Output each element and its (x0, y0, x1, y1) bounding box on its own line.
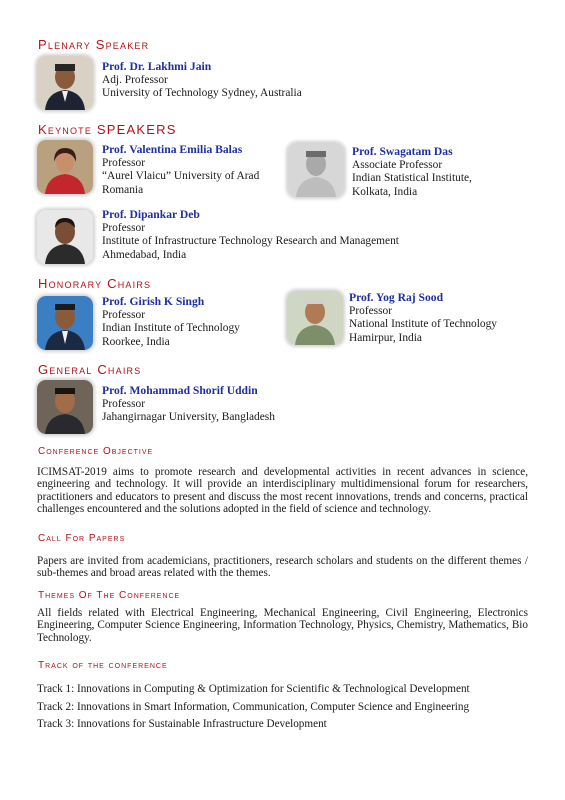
themes-paragraph: All fields related with Electrical Engineering, Mechanical Engineering, Civil Engineering, Electronics Engineering, Computer Science Engineering, Information Technology, Physics, Chemistry, Mathematics, Bio Technology. (37, 607, 528, 644)
speaker-location: Ahmedabad, India (102, 248, 187, 261)
speaker-name: Prof. Yog Raj Sood (349, 291, 444, 304)
speaker-title: Professor (102, 156, 146, 169)
speaker-info (352, 145, 472, 199)
speaker-title: Adj. Professor (102, 73, 168, 86)
speaker-location: Romania (102, 183, 144, 196)
speaker-affiliation: “Aurel Vlaicu” University of Arad (102, 170, 260, 183)
speaker-info (102, 208, 399, 262)
section-tracks: Track of the conference (38, 660, 168, 671)
section-themes: Themes Of The Conference (38, 590, 181, 601)
speaker-name: Prof. Mohammad Shorif Uddin (102, 384, 258, 397)
section-keynote-speakers: Keynote SPEAKERS (38, 122, 177, 137)
speaker-title: Professor (102, 397, 146, 410)
speaker-info (102, 143, 259, 197)
speaker-affiliation: Institute of Infrastructure Technology Research and Management (102, 235, 399, 248)
section-call-for-papers: Call For Papers (38, 533, 126, 544)
section-general-chairs: General Chairs (38, 362, 142, 377)
speaker-name: Prof. Valentina Emilia Balas (102, 143, 243, 156)
objective-paragraph: ICIMSAT-2019 aims to promote research and developmental activities in recent advances in science, engineering and technology. It will provide an interdisciplinary multidimensional forum for researchers, practitioners and educators to present and discuss the most recent innovations, trends and concerns, practical challenges encountered and the solutions adopted in the field of science and technology. (37, 466, 528, 516)
speaker-photo (37, 296, 93, 350)
speaker-info (102, 295, 240, 349)
speaker-affiliation: Jahangirnagar University, Bangladesh (102, 411, 275, 424)
speaker-title: Professor (102, 221, 146, 234)
speaker-info (102, 60, 302, 101)
speaker-photo (37, 380, 93, 434)
speaker-info (102, 384, 275, 425)
speaker-name: Prof. Swagatam Das (352, 145, 453, 158)
speaker-name: Prof. Dr. Lakhmi Jain (102, 60, 212, 73)
speaker-affiliation: National Institute of Technology (349, 318, 497, 331)
section-plenary-speaker: Plenary Speaker (38, 37, 150, 52)
track-item: Track 2: Innovations in Smart Information, Communication, Computer Science and Engineering (37, 701, 470, 713)
speaker-affiliation: University of Technology Sydney, Australia (102, 87, 302, 100)
speaker-name: Prof. Dipankar Deb (102, 208, 200, 221)
speaker-photo (37, 140, 93, 194)
speaker-name: Prof. Girish K Singh (102, 295, 205, 308)
track-item: Track 1: Innovations in Computing & Optimization for Scientific & Technological Development (37, 683, 470, 695)
speaker-location: Hamirpur, India (349, 331, 422, 344)
speaker-info (349, 291, 497, 345)
speaker-title: Professor (102, 308, 146, 321)
track-item: Track 3: Innovations for Sustainable Infrastructure Development (37, 718, 327, 730)
speaker-title: Professor (349, 304, 393, 317)
speaker-photo (288, 143, 344, 197)
section-conference-objective: Conference Objective (38, 446, 154, 457)
section-honorary-chairs: Honorary Chairs (38, 276, 152, 291)
speaker-title: Associate Professor (352, 158, 443, 171)
speaker-photo (37, 210, 93, 264)
speaker-affiliation: Indian Institute of Technology (102, 322, 240, 335)
speaker-location: Roorkee, India (102, 335, 170, 348)
speaker-affiliation: Indian Statistical Institute, (352, 172, 472, 185)
speaker-photo (37, 56, 93, 110)
speaker-location: Kolkata, India (352, 185, 418, 198)
speaker-photo (287, 291, 343, 345)
call-paragraph: Papers are invited from academicians, practitioners, research scholars and students on the different themes / sub-themes and broad areas related with the themes. (37, 555, 528, 580)
